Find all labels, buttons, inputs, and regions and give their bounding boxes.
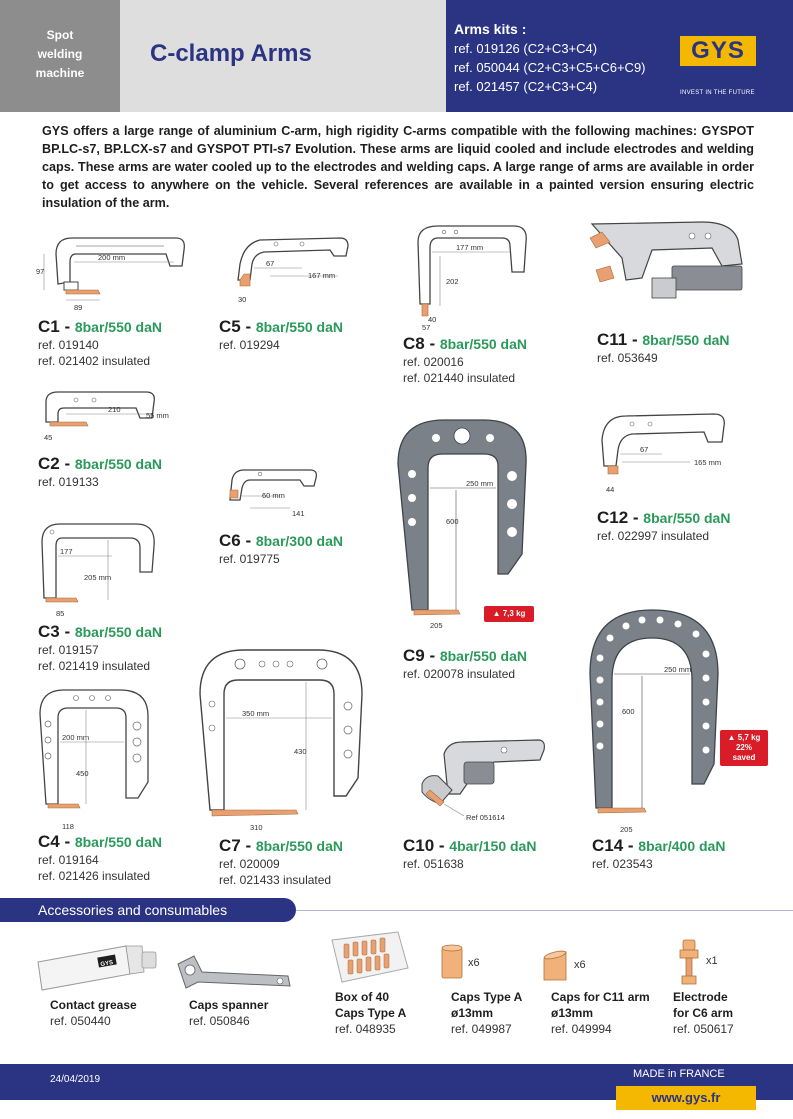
c2-dim-width: 210 [108,405,121,414]
c14-arm-drawing [586,604,722,836]
c10-ref-1: ref. 051638 [403,857,464,871]
arm-c2 [38,454,162,490]
c8-name: C8 - [403,334,440,353]
page-title: C-clamp Arms [150,40,312,67]
spanner-ref: ref. 050846 [189,1014,250,1028]
c8-ref-1: ref. 020016 [403,355,464,369]
c14-weight: 5,7 kg [737,733,761,742]
c8-spec: 8bar/550 daN [439,336,528,352]
c5-dim-width: 67 [266,259,275,268]
arm-c4 [38,832,162,884]
c9-dim-height: 600 [446,517,459,526]
caps-spanner-image [168,950,298,994]
arm-c14 [592,836,725,872]
c9-arm-drawing [394,414,534,634]
c9-title [403,646,527,666]
c2-dim-height: 55 mm [146,411,169,420]
c14-ref-1: ref. 023543 [592,857,653,871]
cap-type-a-qty: x6 [468,957,480,969]
arm-c11 [597,330,730,366]
category-line-3: machine [35,66,85,80]
arm-c6 [219,531,343,567]
c11-ref-1: ref. 053649 [597,351,658,365]
caps-c11-title-1: Caps for C11 arm [551,990,650,1004]
c6-name: C6 - [219,531,256,550]
caps-a-title-1: Caps Type A [451,990,523,1004]
caps-box-image [328,928,412,986]
arm-c9 [403,646,527,682]
footer-made-in: MADE in FRANCE [633,1068,725,1080]
c10-title [403,836,536,856]
c1-arm-drawing [36,232,196,317]
c12-dim-width: 67 [640,445,649,454]
c12-dim-base: 44 [606,485,615,494]
caps-c11-title-2: ø13mm [551,1006,594,1020]
c2-name: C2 - [38,454,75,473]
c4-dim-width: 200 mm [62,733,90,742]
logo-area [666,0,793,112]
gys-logo [680,36,756,66]
c14-weight-saving: 22% saved [732,743,756,762]
accessory-caps-spanner [189,997,268,1029]
arm-c8 [403,334,527,386]
c5-name: C5 - [219,317,256,336]
c4-dim-height: 450 [76,769,89,778]
c1-dim-base: 89 [74,303,83,312]
arm-c5 [219,317,343,353]
c9-dim-width: 250 mm [466,479,494,488]
arms-kits-title: Arms kits : [454,21,527,37]
c12-title [597,508,730,528]
c9-spec: 8bar/550 daN [439,648,528,664]
category-box [0,0,120,112]
c4-name: C4 - [38,832,75,851]
c6-title [219,531,343,551]
c7-spec: 8bar/550 daN [255,838,344,854]
c1-title [38,317,162,337]
c12-dim-height: 165 mm [694,458,722,467]
c6-arm-drawing [220,466,330,522]
c10-arm-drawing [404,734,554,824]
c1-ref-1: ref. 019140 [38,338,99,352]
spanner-title: Caps spanner [189,998,269,1012]
c4-dim-base: 118 [62,822,74,831]
c1-dim-width: 200 mm [98,253,126,262]
c7-ref-1: ref. 020009 [219,857,280,871]
c14-title [592,836,725,856]
c3-dim-base: 85 [56,609,65,618]
electrode-ref: ref. 050617 [673,1022,734,1036]
arms-kit-ref-3: ref. 021457 (C2+C3+C4) [454,79,598,94]
c5-dim-base: 30 [238,295,247,304]
title-box [120,0,446,112]
c3-dim-width: 177 [60,547,73,556]
c10-callout: Ref 051614 [466,813,505,822]
c14-dim-base: 205 [620,825,633,834]
c5-dim-height: 167 mm [308,271,336,280]
cap-c11-qty: x6 [574,959,586,971]
c8-dim-base: 57 [422,323,431,332]
c9-dim-base: 205 [430,621,443,630]
c4-spec: 8bar/550 daN [74,834,163,850]
caps-box-ref: ref. 048935 [335,1022,396,1036]
accessory-contact-grease [50,997,137,1029]
c7-title [219,836,343,856]
tube-logo-text: GYS [100,960,114,969]
accessory-caps-c11 [551,989,650,1037]
arm-c10 [403,836,536,872]
c8-dim-tip: 40 [428,315,437,324]
grease-title: Contact grease [50,998,137,1012]
c1-spec: 8bar/550 daN [74,319,163,335]
caps-box-title-1: Box of 40 [335,990,390,1004]
c3-title [38,622,162,642]
c5-ref-1: ref. 019294 [219,338,280,352]
c9-weight: 7,3 kg [502,609,526,618]
cap-type-a-image [440,944,464,980]
caps-a-title-2: ø13mm [451,1006,494,1020]
c14-dim-width: 250 mm [664,665,692,674]
c9-ref-1: ref. 020078 insulated [403,667,516,681]
c2-title [38,454,162,474]
c2-arm-drawing [36,388,186,448]
c7-arm-drawing [196,646,366,836]
c1-ref-2: ref. 021402 insulated [38,354,151,368]
footer-website-link[interactable]: www.gys.fr [616,1086,756,1110]
c8-ref-2: ref. 021440 insulated [403,371,516,385]
electrode-qty: x1 [706,955,718,967]
c14-weight-badge [720,730,768,766]
c10-spec: 4bar/150 daN [449,838,537,854]
arms-kits-box [446,0,666,112]
c12-name: C12 - [597,508,644,527]
electrode-title-1: Electrode [673,990,728,1004]
c3-dim-height: 205 mm [84,573,112,582]
c4-title [38,832,162,852]
c2-dim-base: 45 [44,433,53,442]
c11-name: C11 - [597,330,643,349]
c6-dim-width: 60 mm [262,491,285,500]
c6-spec: 8bar/300 daN [255,533,344,549]
electrode-image [676,938,702,986]
c4-ref-2: ref. 021426 insulated [38,869,151,883]
c14-name: C14 - [592,836,639,855]
c3-name: C3 - [38,622,75,641]
grease-tube-image [34,938,160,998]
arm-c7 [219,836,343,888]
c14-dim-height: 600 [622,707,635,716]
electrode-title-2: for C6 arm [673,1006,734,1020]
cap-c11-image [542,950,568,982]
arm-c3 [38,622,162,674]
weight-icon: ▲ [492,609,503,618]
c8-dim-height: 202 [446,277,459,286]
caps-a-ref: ref. 049987 [451,1022,512,1036]
c9-name: C9 - [403,646,440,665]
c5-title [219,317,343,337]
c12-spec: 8bar/550 daN [643,510,731,526]
c8-title [403,334,527,354]
accessories-title: Accessories and consumables [0,898,296,922]
arm-c1 [38,317,162,369]
arms-kit-ref-1: ref. 019126 (C2+C3+C4) [454,41,598,56]
c7-dim-width: 350 mm [242,709,270,718]
c7-dim-height: 430 [294,747,307,756]
footer-date: 24/04/2019 [50,1074,101,1085]
c6-ref-1: ref. 019775 [219,552,280,566]
caps-c11-ref: ref. 049994 [551,1022,612,1036]
accessory-caps-box [335,989,406,1037]
c3-ref-2: ref. 021419 insulated [38,659,151,673]
c10-name: C10 - [403,836,450,855]
c2-spec: 8bar/550 daN [74,456,163,472]
c9-weight-badge [484,606,534,622]
c8-arm-drawing [414,222,534,332]
c12-ref-1: ref. 022997 insulated [597,529,710,543]
grease-ref: ref. 050440 [50,1014,111,1028]
c8-dim-width: 177 mm [456,243,484,252]
c2-ref-1: ref. 019133 [38,475,99,489]
c11-arm-drawing [582,218,752,322]
c11-spec: 8bar/550 daN [642,332,730,348]
c4-arm-drawing [36,686,156,832]
c3-spec: 8bar/550 daN [74,624,163,640]
caps-box-title-2: Caps Type A [335,1006,407,1020]
arms-kit-ref-2: ref. 050044 (C2+C3+C5+C6+C9) [454,60,646,75]
c3-arm-drawing [36,520,166,620]
c11-title [597,330,730,350]
logo-text: GYS [691,37,745,64]
weight-icon: ▲ [727,733,738,742]
logo-tagline: INVEST IN THE FUTURE [680,90,755,96]
c1-name: C1 - [38,317,75,336]
accessory-caps-type-a [451,989,522,1037]
intro-paragraph: GYS offers a large range of aluminium C-arm, high rigidity C-arms compatible with the following machines: GYSPOT BP.LC-s7, BP.LCX-s7 and GYSPOT PTI-s7 Evolution. These arms are liquid cooled and include electrodes and welding caps. These arms are water cooled up to the electrodes and welding caps. A large range of arms are available in order to get access to anywhere on the vehicle. Several references are available in a painted version ensuring electric insulation of the arm. [42,124,754,210]
c1-dim-height: 97 [36,267,45,276]
category-line-2: welding [37,47,83,61]
c7-ref-2: ref. 021433 insulated [219,873,332,887]
c4-ref-1: ref. 019164 [38,853,99,867]
c3-ref-1: ref. 019157 [38,643,99,657]
accessory-electrode [673,989,734,1037]
c7-name: C7 - [219,836,256,855]
c6-dim-height: 141 [292,509,305,518]
c5-spec: 8bar/550 daN [255,319,344,335]
c5-arm-drawing [230,234,360,306]
category-line-1: Spot [46,28,74,42]
c14-spec: 8bar/400 daN [638,838,726,854]
c12-arm-drawing [596,410,756,496]
arm-c12 [597,508,730,544]
c7-dim-base: 310 [250,823,263,832]
